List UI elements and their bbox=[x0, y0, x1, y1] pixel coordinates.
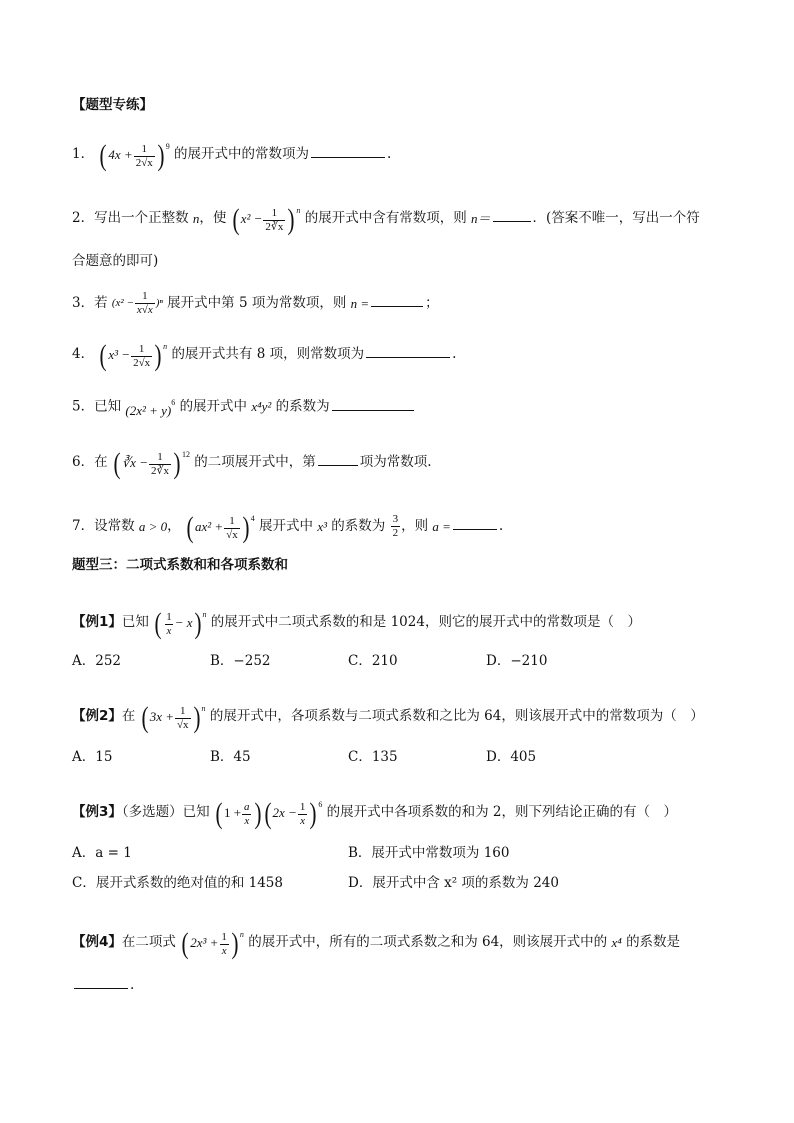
expression: ( 1 + $\frac{a}{x}$ ) ( 2x − $\frac{1}{x}$ ) $^6$ bbox=[215, 797, 323, 831]
question-1: 1． ( 4x + $\frac{1}{2√x}$ ) $^9$ 的展开式中的常数项为 . bbox=[72, 139, 392, 173]
question-3: 3．若 (x² − $\frac{1}{x√x}$ )ⁿ 展开式中第 5 项为常数项，则 n = ； bbox=[72, 290, 439, 316]
option-d[interactable]: D．405 bbox=[486, 749, 537, 765]
example-4: 【例4】在二项式 ( 2x³ + $\frac{1}{x}$ ) $^n$ 的展开式中，所有的二项式系数之和为 64，则该展开式中的 x⁴ 的系数是 bbox=[72, 927, 681, 961]
option-c[interactable]: C．210 bbox=[348, 653, 398, 669]
question-7: 7．设常数 a > 0， ( ax² + $\frac{1}{√x}$ ) $^4$ 展开式中 x³ 的系数为 $\frac{3}{2}$ ，则 a = . bbox=[72, 511, 504, 545]
expression: ( x² − $\frac{1}{2∛x}$ ) $^n$ bbox=[232, 203, 301, 237]
option-b[interactable]: B．45 bbox=[210, 749, 251, 765]
expression: ( $\frac{1}{x}$ − x) $^n$ bbox=[154, 607, 207, 641]
answer-blank[interactable] bbox=[332, 396, 414, 411]
answer-blank[interactable] bbox=[371, 292, 423, 307]
example-1: 【例1】已知 ( $\frac{1}{x}$ − x) $^n$ 的展开式中二项式系数的和是 1024，则它的展开式中的常数项是（ ） bbox=[72, 607, 641, 641]
answer-blank[interactable] bbox=[311, 143, 385, 158]
expression: ( x³ − $\frac{1}{2√x}$ ) $^n$ bbox=[99, 339, 168, 373]
option-b[interactable]: B．−252 bbox=[210, 653, 271, 669]
section-3-header: 题型三：二项式系数和和各项系数和 bbox=[72, 557, 288, 573]
question-number: 1． bbox=[72, 146, 95, 163]
option-c[interactable]: C．展开式系数的绝对值的和 1458 bbox=[72, 875, 283, 891]
example-4-answer-line: . bbox=[72, 974, 134, 994]
answer-blank[interactable] bbox=[493, 207, 531, 222]
expression: ( 3x + $\frac{1}{√x}$ ) $^n$ bbox=[141, 701, 206, 735]
question-5: 5．已知 $(2x^2 + y)^6$ 的展开式中 x⁴y² 的系数为 bbox=[72, 394, 416, 420]
question-2: 2．写出一个正整数 n，使 ( x² − $\frac{1}{2∛x}$ ) $^n$ 的展开式中含有常数项，则 n＝ ．(答案不唯一，写出一个符 bbox=[72, 203, 700, 237]
option-a[interactable]: A．252 bbox=[72, 653, 122, 669]
answer-blank[interactable] bbox=[318, 451, 358, 466]
expression: ( 4x + $\frac{1}{2√x}$ ) $^9$ bbox=[99, 139, 170, 173]
option-a[interactable]: A．15 bbox=[72, 749, 113, 765]
expression: ( ∛x − $\frac{1}{2∛x}$ ) $^{12}$ bbox=[113, 447, 190, 481]
section-header: 【题型专练】 bbox=[72, 97, 153, 113]
expression: ( 2x³ + $\frac{1}{x}$ ) $^n$ bbox=[181, 927, 244, 961]
option-d[interactable]: D．−210 bbox=[486, 653, 548, 669]
answer-blank[interactable] bbox=[453, 515, 497, 530]
example-2: 【例2】在 ( 3x + $\frac{1}{√x}$ ) $^n$ 的展开式中，各项系数与二项式系数和之比为 64，则该展开式中的常数项为（ ） bbox=[72, 701, 704, 735]
expression: ( ax² + $\frac{1}{√x}$ ) $^4$ bbox=[186, 511, 255, 545]
question-6: 6．在 ( ∛x − $\frac{1}{2∛x}$ ) $^{12}$ 的二项展开式中，第 项为常数项. bbox=[72, 447, 432, 481]
question-text: 的展开式中的常数项为 bbox=[174, 146, 310, 163]
option-a[interactable]: A．a = 1 bbox=[72, 845, 132, 861]
option-d[interactable]: D．展开式中含 x² 项的系数为 240 bbox=[348, 875, 559, 891]
question-4: 4． ( x³ − $\frac{1}{2√x}$ ) $^n$ 的展开式共有 8 项，则常数项为 . bbox=[72, 339, 457, 373]
example-3: 【例3】（多选题）已知 ( 1 + $\frac{a}{x}$ ) ( 2x − $\frac{1}{x}$ ) $^6$ 的展开式中各项系数的和为 2，则下列结论正确的有（ ） bbox=[72, 797, 678, 831]
question-2-continuation: 合题意的即可) bbox=[72, 253, 159, 269]
answer-blank[interactable] bbox=[74, 974, 128, 989]
answer-blank[interactable] bbox=[366, 343, 450, 358]
option-c[interactable]: C．135 bbox=[348, 749, 398, 765]
option-b[interactable]: B．展开式中常数项为 160 bbox=[348, 845, 510, 861]
